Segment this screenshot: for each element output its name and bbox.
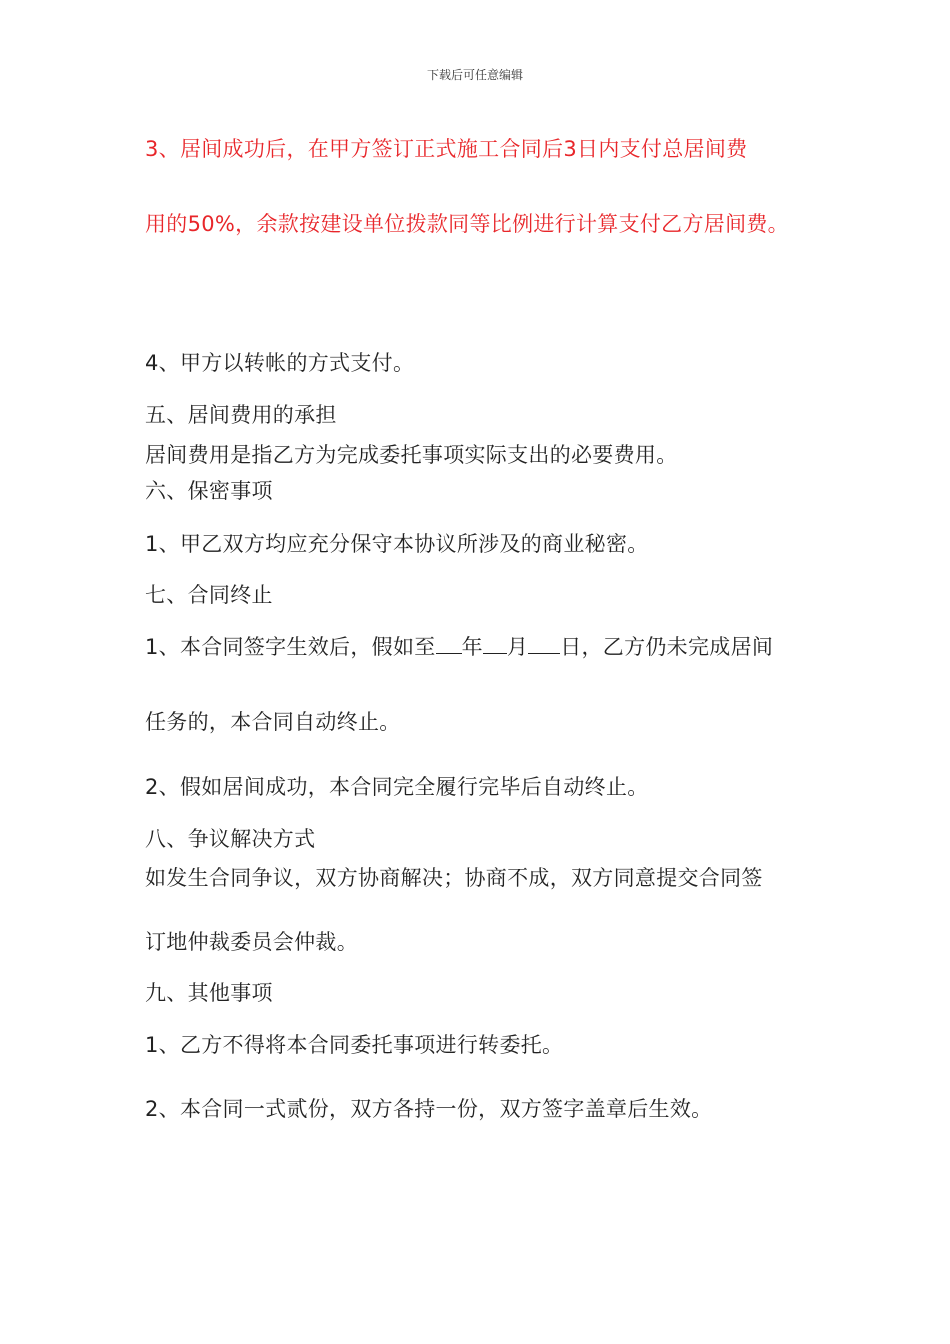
section-9-clause-1: 1、乙方不得将本合同委托事项进行转委托。: [145, 1033, 564, 1057]
clause-text: 1、本合同签字生效后，假如至: [145, 635, 436, 659]
year-blank: [436, 633, 462, 654]
day-blank: [528, 633, 560, 654]
section-8-body-line-2: 订地仲裁委员会仲裁。: [145, 930, 358, 954]
page-header-note: 下载后可任意编辑: [426, 68, 523, 82]
section-9-heading: 九、其他事项: [145, 981, 273, 1005]
section-5-body: 居间费用是指乙方为完成委托事项实际支出的必要费用。: [145, 443, 678, 467]
section-5-heading: 五、居间费用的承担: [145, 403, 337, 427]
section-6-heading: 六、保密事项: [145, 479, 273, 503]
month-label: 月: [506, 635, 529, 659]
section-7-clause-2: 2、假如居间成功，本合同完全履行完毕后自动终止。: [145, 775, 649, 799]
section-8-heading: 八、争议解决方式: [145, 827, 316, 851]
month-blank: [483, 633, 507, 654]
section-7-heading: 七、合同终止: [145, 583, 273, 607]
section-9-clause-2: 2、本合同一式贰份，双方各持一份，双方签字盖章后生效。: [145, 1097, 713, 1121]
payment-clause-4: 4、甲方以转帐的方式支付。: [145, 351, 415, 375]
section-7-clause-1-line-1: [145, 633, 773, 661]
section-6-clause-1: 1、甲乙双方均应充分保守本协议所涉及的商业秘密。: [145, 532, 649, 556]
payment-clause-3-line-2: 用的50%，余款按建设单位拨款同等比例进行计算支付乙方居间费。: [145, 212, 789, 236]
year-label: 年: [461, 635, 483, 659]
section-8-body-line-1: 如发生合同争议，双方协商解决；协商不成，双方同意提交合同签: [145, 866, 763, 890]
payment-clause-3-line-1: 3、居间成功后，在甲方签订正式施工合同后3日内支付总居间费: [145, 137, 748, 161]
clause-text-end: 日，乙方仍未完成居间: [560, 635, 774, 659]
section-7-clause-1-line-2: 任务的，本合同自动终止。: [145, 710, 401, 734]
